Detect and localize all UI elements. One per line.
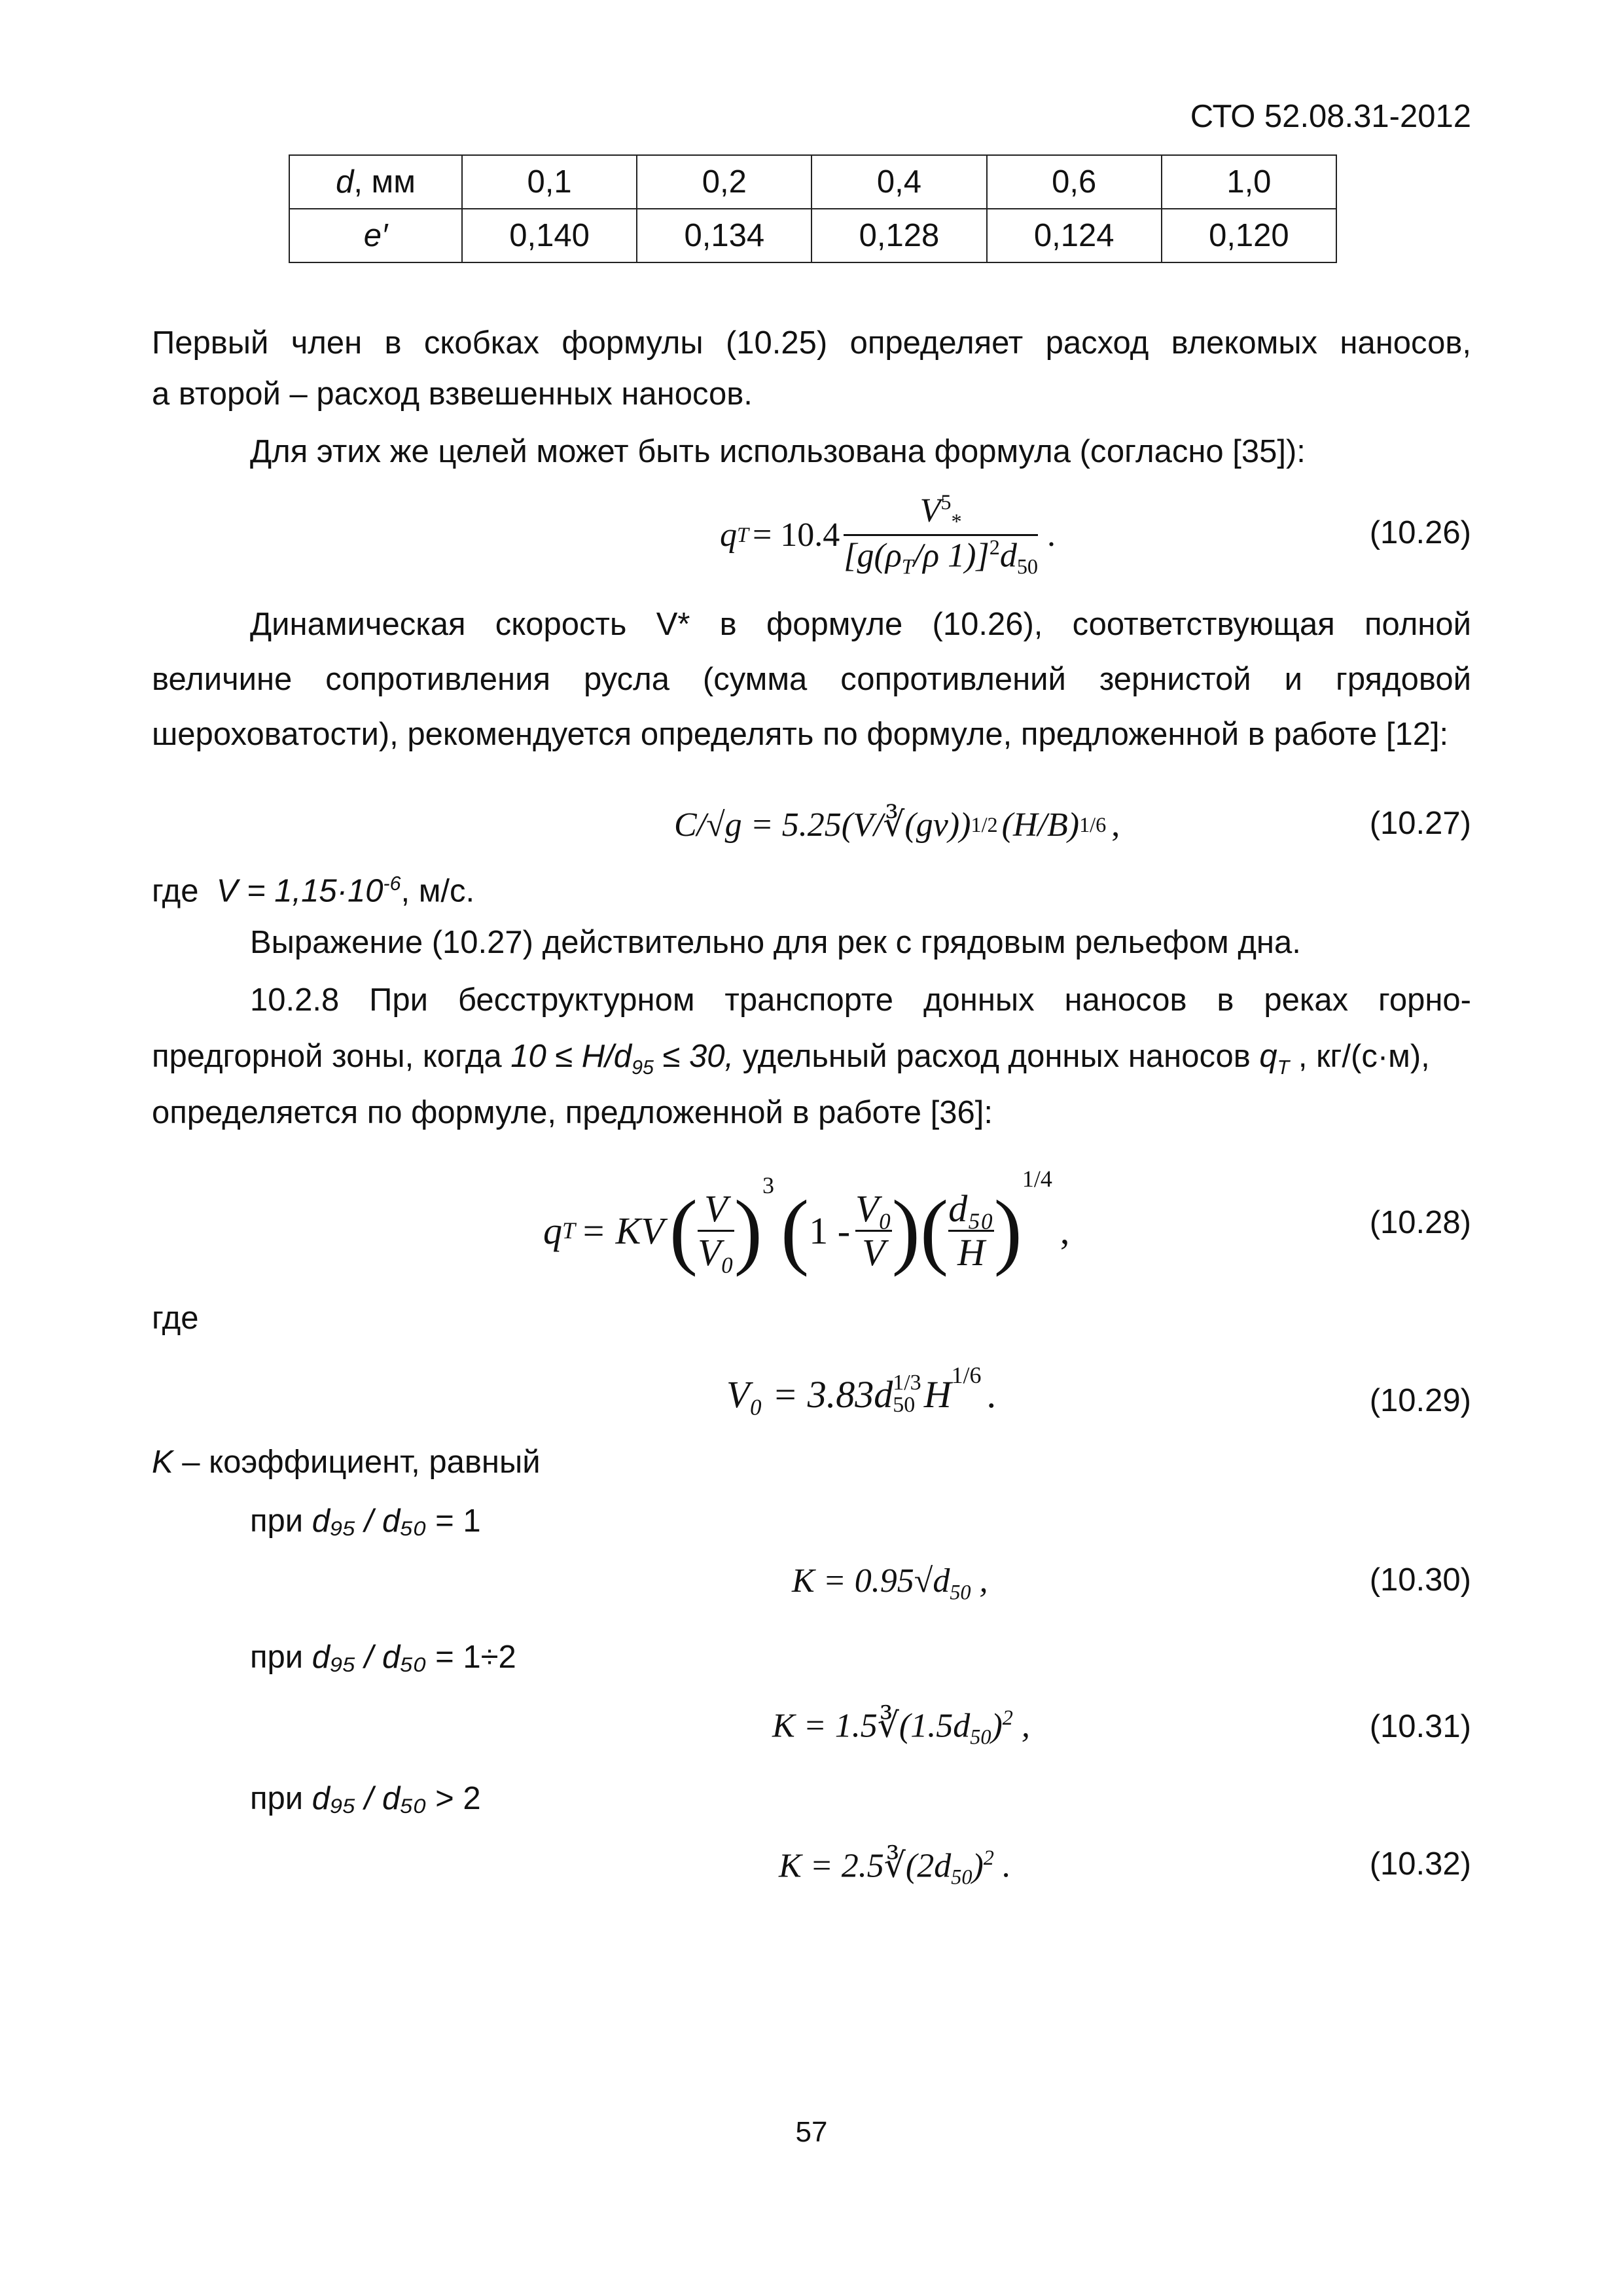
paragraph-line: а второй – расход взвешенных наносов. xyxy=(152,376,753,412)
paragraph-line: предгорной зоны, когда $10 \le H/d_{95} \le 30$, удельный расход донных наносов $q_T$ , кг/(с·м), xyxy=(152,1039,1430,1079)
table-cell: 1,0 xyxy=(1162,155,1336,209)
equation-10-30: $K = 0.95√d_{50}$ , xyxy=(792,1562,988,1604)
equation-number: (10.26) xyxy=(1369,515,1471,550)
paragraph-line: 10.2.8 При бесструктурном транспорте донных наносов в реках горно- xyxy=(250,982,1471,1018)
paragraph: Выражение (10.27) действительно для рек с грядовым рельефом дна. xyxy=(250,925,1301,960)
equation-number: (10.29) xyxy=(1369,1383,1471,1418)
equation-10-27: C/√g = 5.25(V/∛(gν)) 1/2 (H/B) 1/6 , xyxy=(674,806,1120,844)
equation-10-26: q T = 10.4 $\frac{V^5_*}{[g(\rho_T/\rho 1)]^2d_{50}}$ . xyxy=(720,490,1056,579)
equation-number: (10.30) xyxy=(1369,1562,1471,1598)
grain-size-table xyxy=(289,154,1337,263)
table-cell: 0,2 xyxy=(637,155,812,209)
equation-number: (10.32) xyxy=(1369,1846,1471,1882)
table-cell: 0,140 xyxy=(462,209,637,262)
fraction: $\frac{V}{\text{V₀}}$ xyxy=(698,1187,734,1274)
table-cell: 0,6 xyxy=(987,155,1162,209)
fraction: $\frac{\text{d₅₀}}{H}$ xyxy=(948,1187,994,1274)
table-cell: 0,128 xyxy=(812,209,986,262)
equation-number: (10.31) xyxy=(1369,1709,1471,1744)
table-header-cell: e′ xyxy=(289,209,462,262)
coefficient-definition: K – коэффициент, равный xyxy=(152,1444,541,1480)
where-clause: где xyxy=(152,1300,199,1336)
table-cell: 0,1 xyxy=(462,155,637,209)
paragraph-line: шероховатости), рекомендуется определять по формуле, предложенной в работе [12]: xyxy=(152,717,1449,752)
page-number: 57 xyxy=(795,2116,828,2148)
case-condition: при d₉₅ / d₅₀ > 2 xyxy=(250,1781,481,1816)
table-row xyxy=(289,155,1336,209)
table-row xyxy=(289,209,1336,262)
fraction: $\frac{\text{V₀}}{V}$ xyxy=(855,1187,892,1274)
equation-10-28: q T = KV ( $\frac{V}{\text{V₀}}$ ) $^3$ ( 1 - $\frac{\text{V₀}}{V}$ )( $\frac{\text{d₅₀}}{H}$ ) $^{1/4}$ , xyxy=(543,1166,1070,1278)
table-header-cell: d, мм xyxy=(289,155,462,209)
equation-10-32: $K = 2.5∛(2d_{50})^2$ . xyxy=(779,1846,1011,1889)
case-condition: при d₉₅ / d₅₀ = 1÷2 xyxy=(250,1640,516,1675)
paragraph-line: Динамическая скорость V* в формуле (10.26), соответствующая полной xyxy=(250,607,1471,642)
table-cell: 0,120 xyxy=(1162,209,1336,262)
paragraph-line: Первый член в скобках формулы (10.25) определяет расход влекомых наносов, xyxy=(152,325,1471,361)
table-cell: 0,124 xyxy=(987,209,1162,262)
equation-number: (10.27) xyxy=(1369,806,1471,841)
table-cell: 0,4 xyxy=(812,155,986,209)
equation-10-31: $K = 1.5∛(1.5d_{50})^2$ , xyxy=(772,1706,1030,1749)
document-code: СТО 52.08.31-2012 xyxy=(1190,99,1471,134)
fraction: $\frac{V^5_*}{[g(\rho_T/\rho 1)]^2d_{50}}$ xyxy=(844,490,1039,579)
paragraph: Для этих же целей может быть использована формула (согласно [35]): xyxy=(250,434,1306,469)
table-cell: 0,134 xyxy=(637,209,812,262)
equation-number: (10.28) xyxy=(1369,1205,1471,1240)
where-clause: где $V = 1,15\cdot 10^{-6}$, м/с. xyxy=(152,872,475,909)
paragraph-line: определяется по формуле, предложенной в работе [36]: xyxy=(152,1095,993,1130)
equation-10-29: V₀ = 3.83d 1/3 50 H $^{1/6}$ . xyxy=(726,1362,997,1417)
paragraph-line: величине сопротивления русла (сумма сопротивлений зернистой и грядовой xyxy=(152,662,1471,697)
case-condition: при d₉₅ / d₅₀ = 1 xyxy=(250,1503,481,1539)
